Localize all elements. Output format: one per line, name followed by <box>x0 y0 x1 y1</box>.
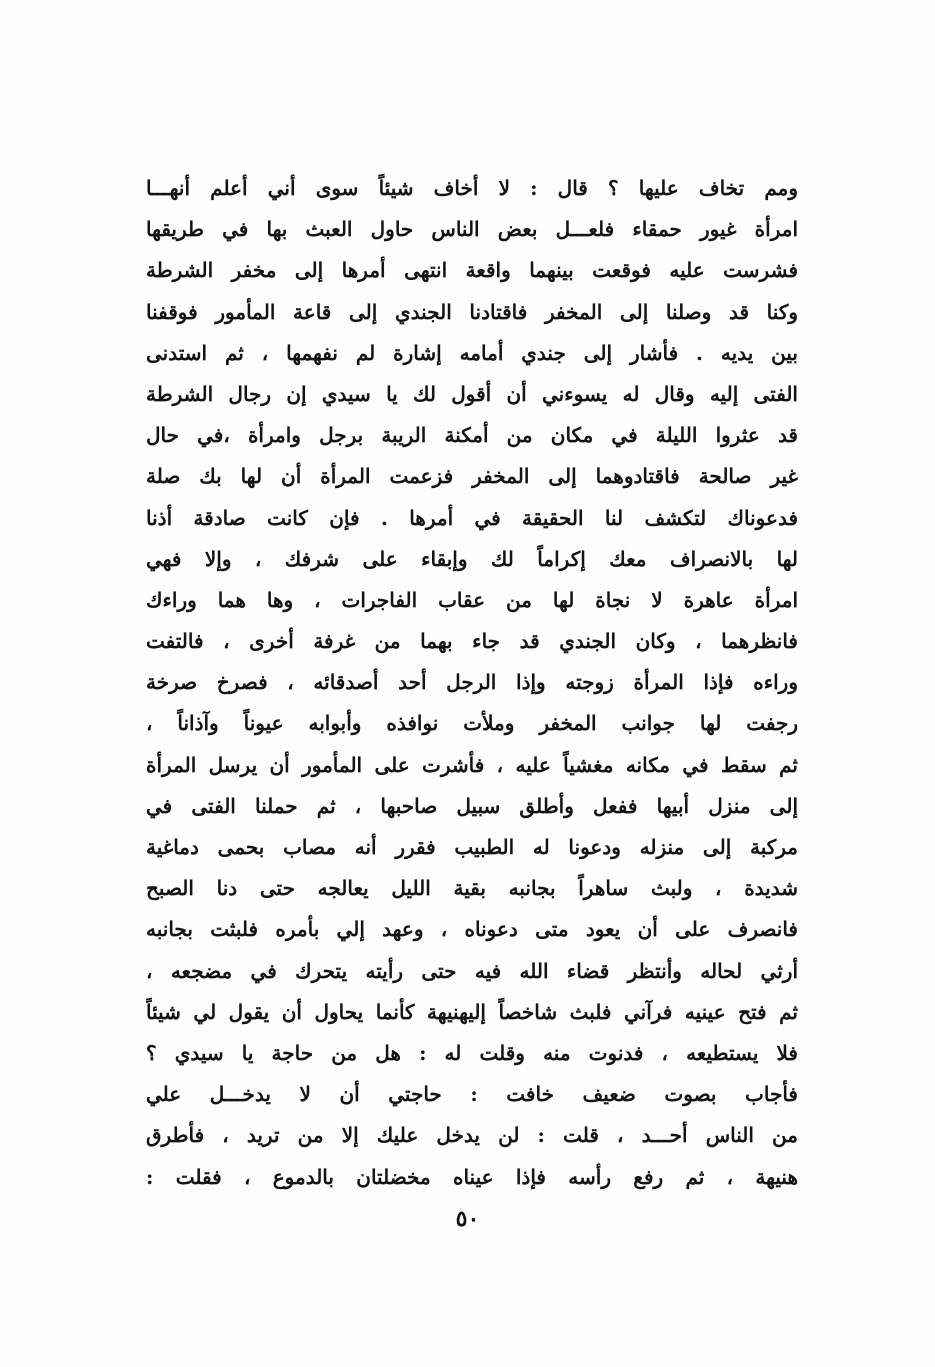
text-line: ثم فتح عينيه فرآني فلبث شاخصاً إليهنيهة كأنما يحاول أن يقول لي شيئاً <box>146 999 798 1024</box>
text-line: هنيهة ، ثم رفع رأسه فإذا عيناه مخضلتان بالدموع ، فقلت : <box>146 1164 798 1189</box>
text-line: وكنا قد وصلنا إلى المخفر فاقتادنا الجندي إلى قاعة المأمور فوقفنا <box>146 299 798 324</box>
text-line: ثم سقط في مكانه مغشياً عليه ، فأشرت على المأمور أن يرسل المرأة <box>146 752 798 777</box>
text-line: فانصرف على أن يعود متى دعوناه ، وعهد إلي بأمره فلبثت بجانبه <box>146 917 798 942</box>
page-number: ٥٠ <box>455 1206 480 1232</box>
text-line: الفتى إليه وقال له يسوءني أن أقول لك يا سيدي إن رجال الشرطة <box>146 381 798 406</box>
text-line: غير صالحة فاقتادوهما إلى المخفر فزعمت المرأة أن لها بك صلة <box>146 464 798 489</box>
text-line: أرثي لحاله وأنتظر قضاء الله فيه حتى رأيته يتحرك في مضجعه ، <box>146 958 798 983</box>
text-line: مركبة إلى منزله ودعونا له الطبيب فقرر أنه مصاب بحمى دماغية <box>146 835 798 859</box>
body-text <box>146 168 798 1198</box>
text-line: فانظرهما ، وكان الجندي قد جاء بهما من غرفة أخرى ، فالتفت <box>146 629 798 654</box>
text-line: بين يديه . فأشار إلى جندي أمامه إشارة لم نفهمها ، ثم استدنى <box>146 340 798 365</box>
text-line: قد عثروا الليلة في مكان من أمكنة الريبة برجل وامرأة ،في حال <box>146 423 798 448</box>
text-line: شديدة ، ولبث ساهراً بجانبه بقية الليل يعالجه حتى دنا الصبح <box>146 876 798 901</box>
text-line: رجفت لها جوانب المخفر وملأت نوافذه وأبوابه عيوناً وآذاناً ، <box>146 711 798 736</box>
text-line: امرأة عاهرة لا نجاة لها من عقاب الفاجرات ، وها هما وراءك <box>146 587 798 612</box>
text-line: فدعوناك لتكشف لنا الحقيقة في أمرها . فإن كانت صادقة أذنا <box>146 505 798 530</box>
text-line: فشرست عليه فوقعت بينهما واقعة انتهى أمرها إلى مخفر الشرطة <box>146 258 798 283</box>
text-line: من الناس أحـــد ، قلت : لن يدخل عليك إلا من تريد ، فأطرق <box>146 1123 798 1148</box>
text-line: فلا يستطيعه ، فدنوت منه وقلت له : هل من حاجة يا سيدي ؟ <box>146 1040 798 1065</box>
text-line: إلى منزل أبيها ففعل وأطلق سبيل صاحبها ، ثم حملنا الفتى في <box>146 793 798 818</box>
text-line: ومم تخاف عليها ؟ قال : لا أخاف شيئاً سوى أني أعلم أنهـــا <box>146 176 798 200</box>
text-line: فأجاب بصوت ضعيف خافت : حاجتي أن لا يدخـــل علي <box>146 1082 798 1107</box>
text-line: وراءه فإذا المرأة زوجته وإذا الرجل أحد أصدقائه ، فصرخ صرخة <box>146 670 798 695</box>
text-line: لها بالانصراف معك إكراماً لك وإبقاء على شرفك ، وإلا فهي <box>146 546 798 571</box>
text-line: امرأة غيور حمقاء فلعـــل بعض الناس حاول العبث بها في طريقها <box>146 217 798 242</box>
